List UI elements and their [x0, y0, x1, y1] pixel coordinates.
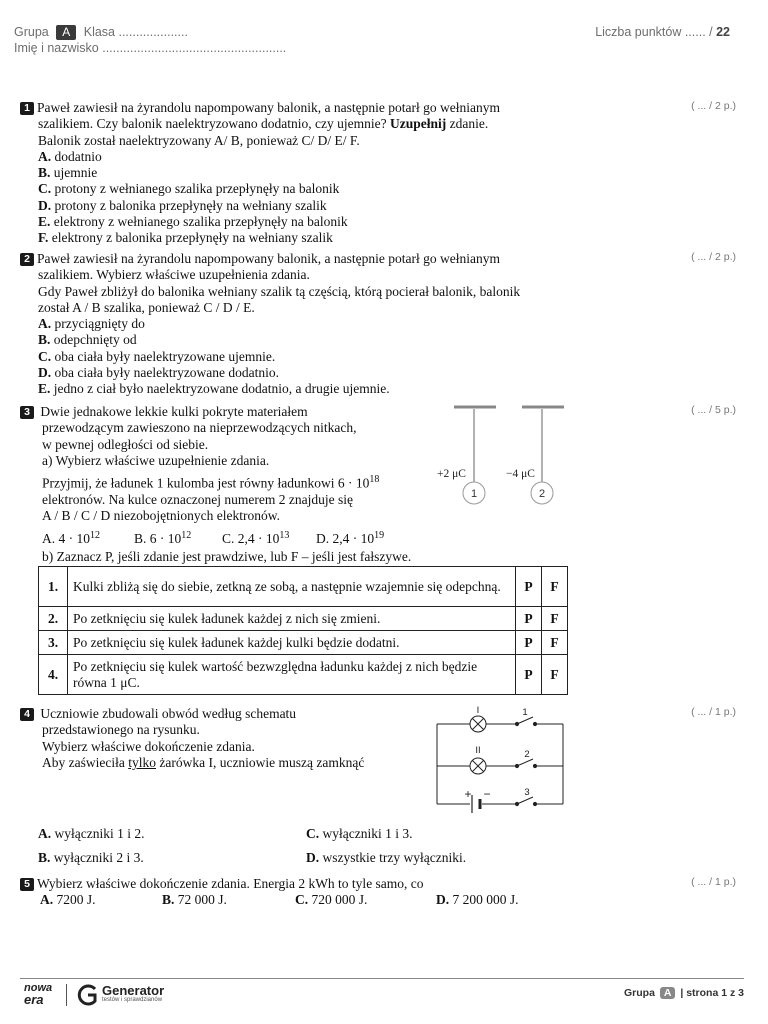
false-option[interactable]: F — [542, 655, 568, 695]
switch-1-label: 1 — [522, 707, 528, 718]
switch-2-label: 2 — [524, 749, 530, 760]
q1-option-b: B. ujemnie — [38, 165, 98, 181]
q5-option-c: C. 720 000 J. — [295, 892, 368, 907]
nowa-era-logo: nowa era — [24, 982, 53, 1007]
q4-option-d: D. wszystkie trzy wyłączniki. — [306, 850, 467, 865]
q5-option-d: D. 7 200 000 J. — [436, 892, 519, 907]
hanging-balls-figure — [430, 400, 580, 512]
q3-text-line7: A / B / C / D niezobojętnionych elektronów. — [42, 508, 280, 524]
q1-option-e: E. elektrony z wełnianego szalika przepłynęły na balonik — [38, 214, 348, 230]
q1-text-line3: Balonik został naelektryzowany A/ B, ponieważ C/ D/ E/ F. — [38, 132, 360, 148]
q2-option-b: B. odepchnięty od — [38, 332, 137, 348]
battery-minus: − — [483, 787, 491, 801]
points-total: 22 — [716, 25, 730, 39]
q3-text-line3: w pewnej odległości od siebie. — [42, 436, 209, 452]
ball-2-charge: −4 μC — [506, 468, 535, 480]
group-badge: A — [56, 25, 76, 40]
battery-icon — [472, 795, 480, 813]
table-row: 1. Kulki zbliżą się do siebie, zetkną ze sobą, a następnie wzajemnie się odepchną. P F — [39, 567, 568, 607]
footer-page-number: | strona 1 z 3 — [680, 987, 744, 999]
q2-option-c: C. oba ciała były naelektryzowane ujemnie. — [38, 348, 276, 364]
true-option[interactable]: P — [516, 607, 542, 631]
q1-option-c: C. protony z wełnianego szalika przepłynęły na balonik — [38, 181, 340, 197]
q4-option-b: B. wyłączniki 2 i 3. — [38, 850, 144, 865]
q4-text-line4c: żarówka I, uczniowie muszą zamknąć — [155, 754, 365, 770]
generator-subtitle: testów i sprawdzianów — [102, 997, 163, 1003]
q2-option-a: A. przyciągnięty do — [38, 316, 145, 332]
q1-text-line2a: szalikiem. Czy balonik naelektryzowano dodatnio, czy ujemnie? — [38, 116, 391, 132]
switch-3-label: 3 — [524, 787, 530, 798]
false-option[interactable]: F — [542, 567, 568, 607]
bulb-2-icon — [470, 758, 486, 774]
q3-text-line5: Przyjmij, że ładunek 1 kulomba jest równy ładunkowi 6 · 10 — [42, 475, 370, 491]
q2-option-d: D. oba ciała były naelektryzowane dodatnio. — [38, 365, 280, 381]
false-option[interactable]: F — [542, 607, 568, 631]
true-option[interactable]: P — [516, 631, 542, 655]
true-false-table — [38, 566, 568, 695]
q3-part-b: b) Zaznacz P, jeśli zdanie jest prawdziwe, lub F – jeśli jest fałszywe. — [42, 549, 412, 564]
q2-text-line3: Gdy Paweł zbliżył do balonika wełniany szalik tą częścią, którą pocierał balonik, balonik — [38, 283, 521, 299]
question-number-5: 5 — [20, 878, 34, 891]
question-number-3: 3 — [20, 406, 34, 419]
logo-separator — [66, 984, 67, 1006]
q5-points: ( ... / 1 p.) — [691, 876, 736, 888]
q3-answer-c: C. $2,4 \cdot 10^{13}$ — [222, 529, 290, 547]
q1-text-line1: Paweł zawiesił na żyrandolu napompowany balonik, a następnie potarł go wełnianym — [37, 100, 500, 115]
ball-2-number: 2 — [538, 488, 546, 500]
q3-answer-d: D. $2,4 \cdot 10^{19}$ — [316, 529, 385, 547]
true-option[interactable]: P — [516, 567, 542, 607]
q3-answer-a: A. $4 \cdot 10^{12}$ — [42, 529, 100, 547]
q2-points: ( ... / 2 p.) — [691, 251, 736, 263]
generator-logo-icon — [77, 983, 99, 1007]
footer-page-info — [624, 987, 744, 999]
q4-points: ( ... / 1 p.) — [691, 706, 736, 718]
class-field: Klasa .................... — [83, 25, 188, 39]
q3-text-line4: a) Wybierz właściwe uzupełnienie zdania. — [42, 452, 270, 468]
q4-text-line3: Wybierz właściwe dokończenie zdania. — [42, 738, 255, 754]
q4-text-line1: Uczniowie zbudowali obwód według schematu — [40, 706, 297, 721]
q1-option-d: D. protony z balonika przepłynęły na wełniany szalik — [38, 197, 327, 213]
table-row: 3. Po zetknięciu się kulek ładunek każdej kulki będzie dodatni. P F — [39, 631, 568, 655]
ball-1-number: 1 — [470, 488, 478, 500]
table-row: 2. Po zetknięciu się kulek ładunek każdej z nich się zmieni. P F — [39, 607, 568, 631]
question-3 — [20, 404, 420, 547]
q4-text-line4a: Aby zaświeciła — [42, 754, 129, 770]
q4-option-a: A. wyłączniki 1 i 2. — [38, 826, 145, 841]
question-number-2: 2 — [20, 253, 34, 266]
battery-plus: + — [464, 787, 472, 801]
q1-option-f: F. elektrony z balonika przepłynęły na wełniany szalik — [38, 230, 333, 246]
question-number-4: 4 — [20, 708, 34, 721]
group-label: Grupa — [14, 25, 49, 39]
q3-points: ( ... / 5 p.) — [691, 404, 736, 416]
q1-points: ( ... / 2 p.) — [691, 100, 736, 112]
true-option[interactable]: P — [516, 655, 542, 695]
question-4 — [20, 706, 410, 771]
q4-text-line2: przedstawionego na rysunku. — [42, 722, 200, 738]
q3-answer-b: B. $6 \cdot 10^{12}$ — [134, 529, 192, 547]
q4-option-c: C. wyłączniki 1 i 3. — [306, 826, 413, 841]
footer-divider — [20, 978, 744, 979]
q3-exponent: 18 — [369, 474, 380, 486]
question-1 — [20, 100, 580, 247]
generator-title: Generator — [102, 983, 165, 998]
footer-group-label: Grupa — [624, 987, 655, 999]
bulb-2-label: II — [475, 745, 481, 756]
name-field: Imię i nazwisko ..................................................... — [14, 41, 287, 55]
ball-1-charge: +2 μC — [437, 468, 466, 480]
q2-text-line1: Paweł zawiesił na żyrandolu napompowany balonik, a następnie potarł go wełnianym — [37, 251, 500, 266]
points-label: Liczba punktów ...... / — [595, 25, 713, 39]
false-option[interactable]: F — [542, 631, 568, 655]
footer-group-badge: A — [660, 987, 676, 999]
q2-text-line4: został A / B szalika, ponieważ C / D / E. — [38, 299, 255, 315]
q3-text-line1: Dwie jednakowe lekkie kulki pokryte materiałem — [40, 404, 308, 419]
q5-text-line1: Wybierz właściwe dokończenie zdania. Energia 2 kWh to tyle samo, co — [37, 876, 424, 891]
q1-option-a: A. dodatnio — [38, 148, 102, 164]
q3-text-line6: elektronów. Na kulce oznaczonej numerem 2 znajduje się — [42, 491, 353, 507]
q2-text-line2: szalikiem. Wybierz właściwe uzupełnienia zdania. — [38, 267, 310, 283]
question-number-1: 1 — [20, 102, 34, 115]
q4-text-underlined: tylko — [128, 754, 156, 770]
table-row: 4. Po zetknięciu się kulek wartość bezwzględna ładunku każdej z nich będzie równa 1 μC. P F — [39, 655, 568, 695]
q3-answers — [20, 528, 420, 548]
bulb-1-label: I — [476, 705, 480, 716]
q5-option-b: B. 72 000 J. — [162, 892, 227, 907]
q1-text-line2c: zdanie. — [446, 116, 489, 132]
question-5 — [20, 876, 580, 892]
q1-text-emphasis: Uzupełnij — [390, 116, 447, 132]
q5-option-a: A. 7200 J. — [40, 892, 96, 907]
circuit-diagram — [430, 702, 570, 814]
question-2 — [20, 251, 580, 398]
q3-text-line2: przewodzącym zawieszono na nieprzewodzących nitkach, — [42, 420, 357, 436]
bulb-1-icon — [470, 716, 486, 732]
header-group-row — [14, 25, 188, 40]
q2-option-e: E. jedno z ciał było naelektryzowane dodatnio, a drugie ujemnie. — [38, 381, 390, 397]
points-summary — [595, 25, 730, 39]
